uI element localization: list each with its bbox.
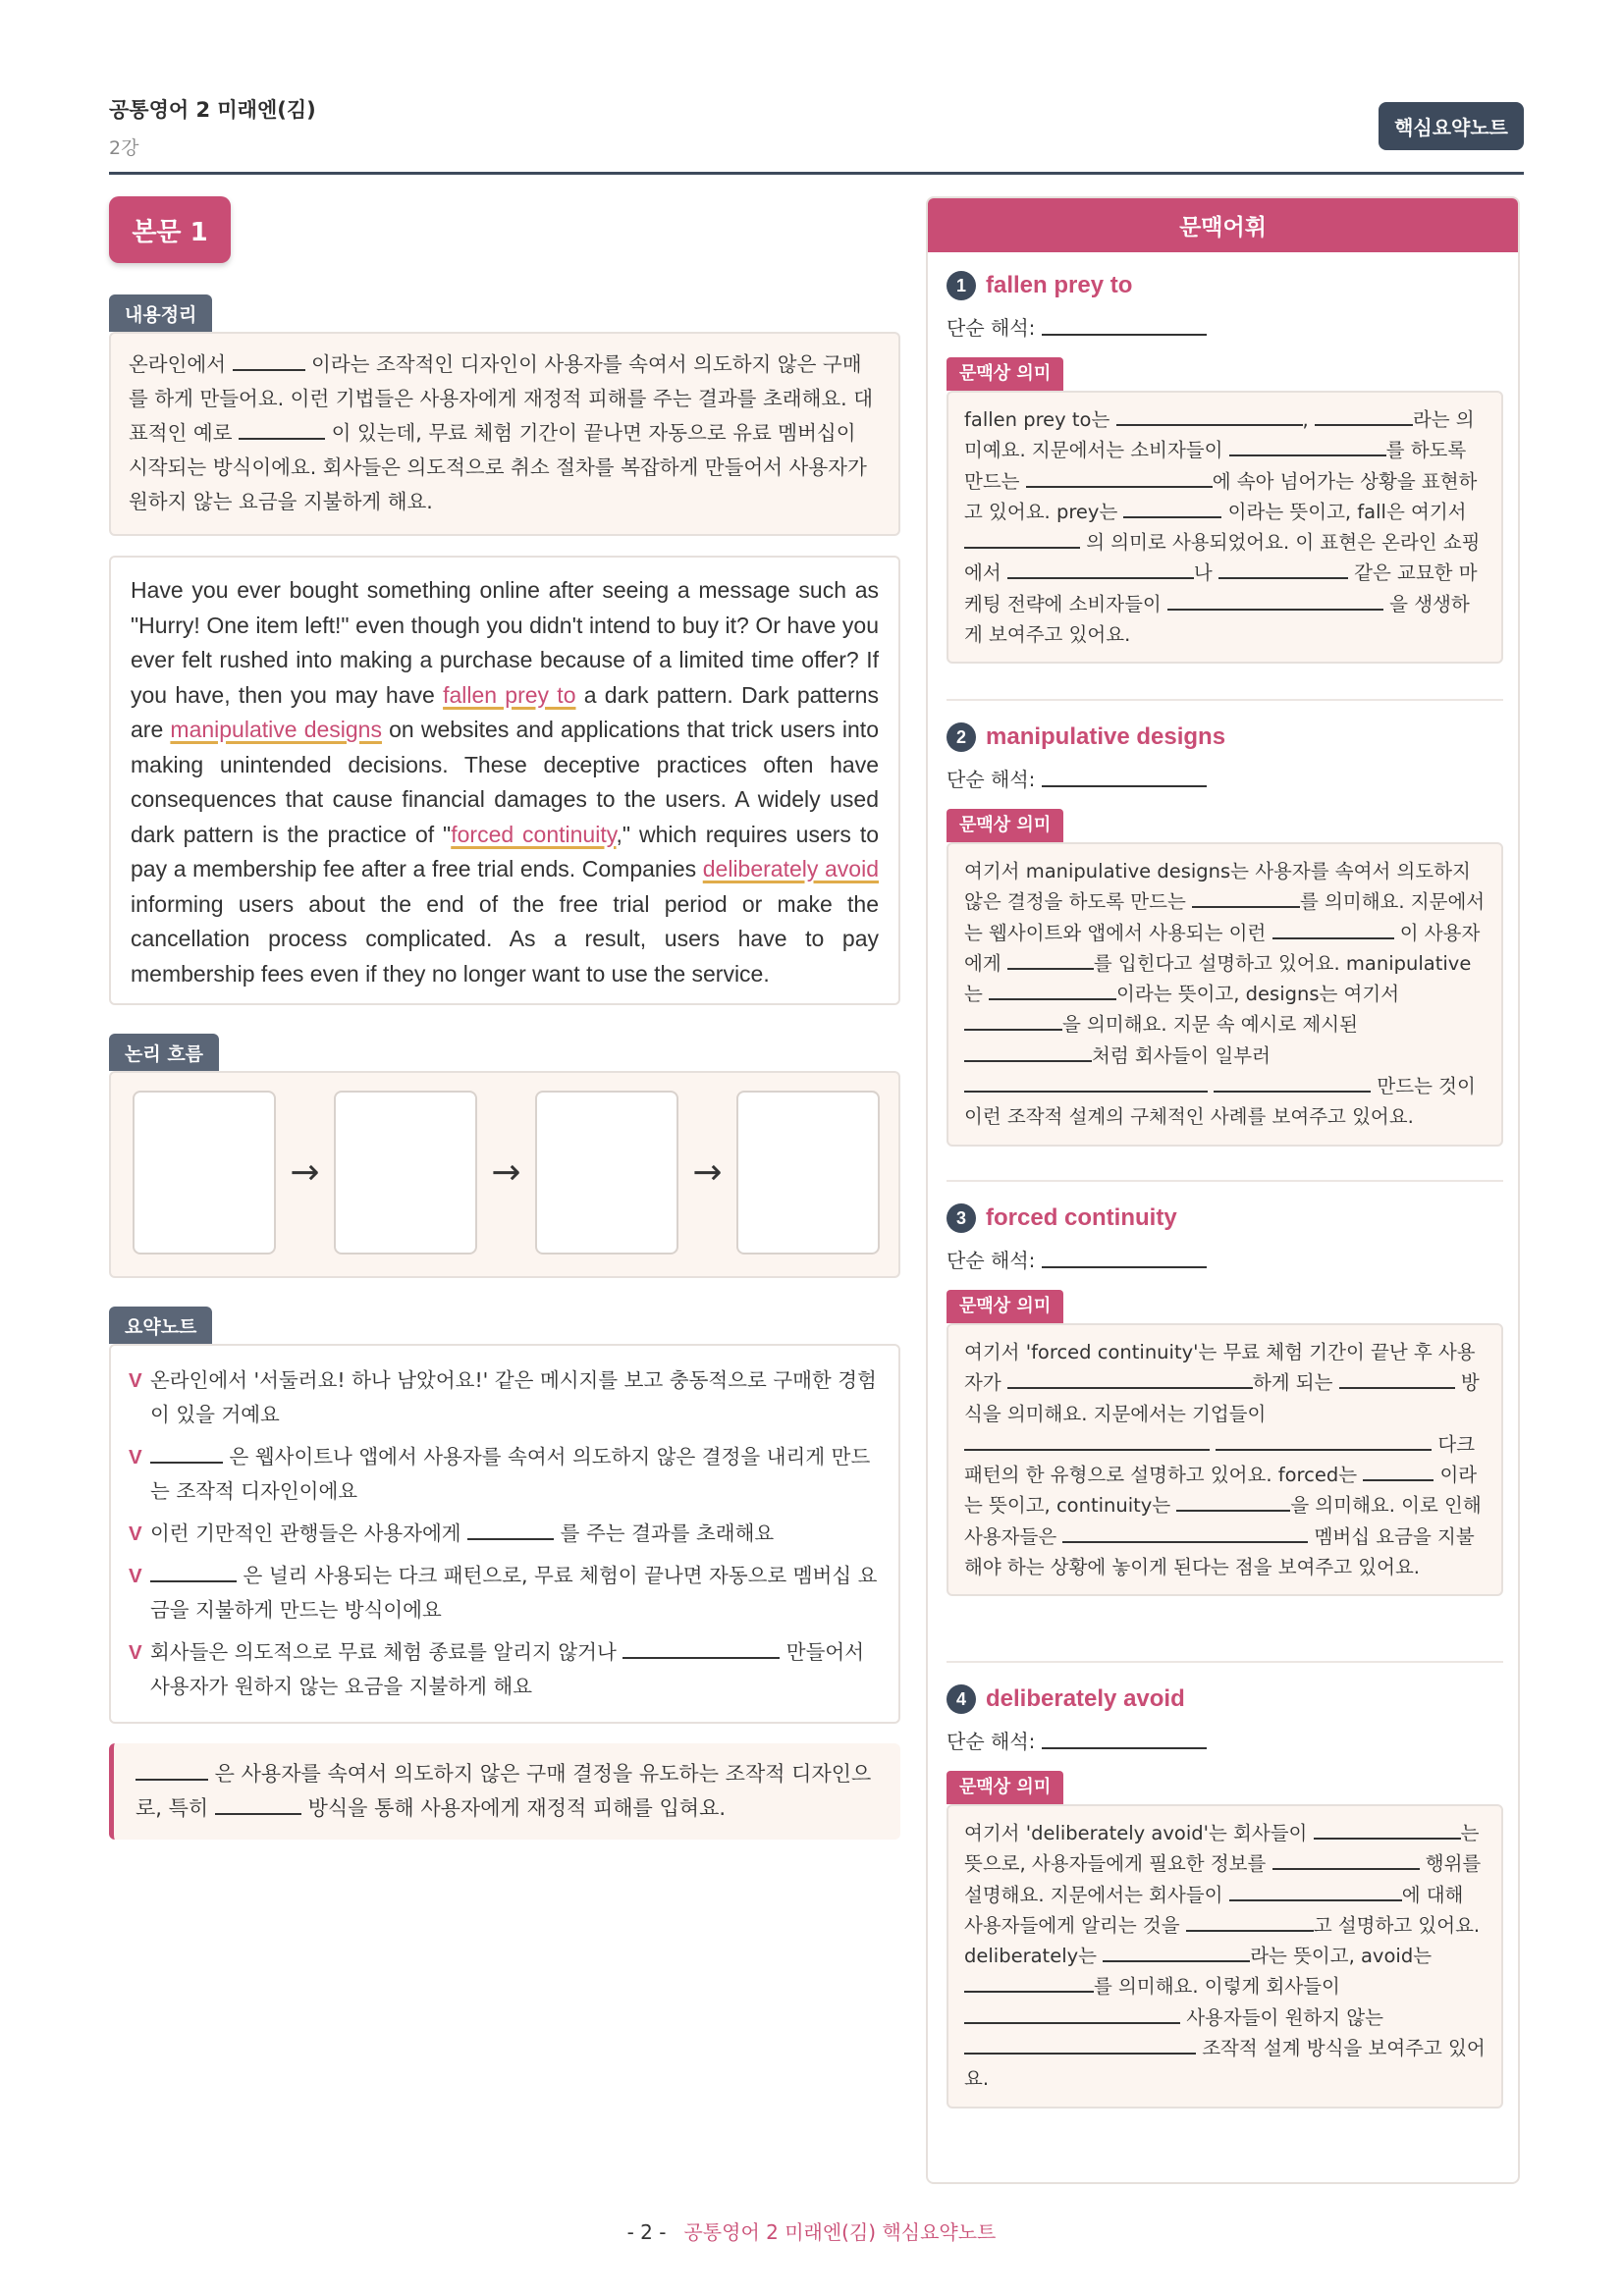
page-header: [109, 94, 1524, 175]
fill-blank[interactable]: [964, 2036, 1196, 2056]
context-meaning-box: fallen prey to는 , 라는 의미예요. 지문에서는 소비자들이 를 하도록 만드는 에 속아 넘어가는 상황을 표현하고 있어요. prey는 이라는 뜻이고, fall은 여기서 의 의미로 사용되었어요. 이 표현은 온라인 쇼핑에서 나 같은 교묘한 마케팅 전략에 소비자들이 을 생생하게 보여주고 있어요.: [947, 391, 1503, 664]
vocab-item-3: 3 forced continuity 단순 해석: 문맥상 의미 여기서 'forced continuity'는 무료 체험 기간이 끝난 후 사용자가 하게 되는 방식을 의미해요. 지문에서는 기업들이 다크 패턴의 한 유형으로 설명하고 있어요. forced는 이라는 뜻이고, continuity는 을 의미해요. 이로 인해 사용자들은 멤버십 요금을 지불해야 하는 상황에 놓이게 된다는 점을 보여주고 있어요.: [947, 1201, 1503, 1596]
list-item: V 이런 기만적인 관행들은 사용자에게 를 주는 결과를 초래해요: [129, 1517, 881, 1551]
fill-blank[interactable]: [1229, 438, 1386, 457]
vocab-word: fallen prey to: [986, 272, 1133, 298]
note-type-badge: 핵심요약노트: [1379, 102, 1524, 150]
passage-text: Have you ever bought something online after seeing a message such as "Hurry! One item left!" even though you didn't intend to buy it? Or have you ever felt rushed into making a purchase because of a limited time offer? If you have, then you may have fallen prey to a dark pattern. Dark patterns are manipulative designs on websites and applications that trick users into making unintended decisions. These deceptive practices often have consequences that cause financial damages to the users. A widely used dark pattern is the practice of "forced continuity," which requires users to pay a membership fee after a free trial ends. Companies deliberately avoid informing users about the end of the free trial period or make the cancellation process complicated. As a result, users have to pay membership fees even if they no longer want to use the service.: [131, 577, 880, 987]
fill-blank[interactable]: [1042, 768, 1207, 787]
fill-blank[interactable]: [1116, 407, 1303, 427]
content-summary-label: 내용정리: [109, 294, 212, 332]
fill-blank[interactable]: [1007, 950, 1094, 970]
logic-flow-box: [109, 1071, 900, 1278]
fill-blank[interactable]: [1007, 1370, 1253, 1390]
page-footer: [0, 2216, 1623, 2245]
vocab-panel-title: 문맥어휘: [928, 198, 1518, 252]
flow-step-1[interactable]: [133, 1091, 276, 1255]
vocab-item-4: 4 deliberately avoid 단순 해석: 문맥상 의미 여기서 'deliberately avoid'는 회사들이 는 뜻으로, 사용자들에게 필요한 정보를 행위를 설명해요. 지문에서는 회사들이 에 대해 사용자들에게 알리는 것을 고 설명하고 있어요. deliberately는 라는 뜻이고, avoid는 를 의미해요. 이렇게 회사들이 사용자들이 원하지 않는 조작적 설계 방식을 보여주고 있어요.: [947, 1682, 1503, 2109]
context-meaning-box: 여기서 'deliberately avoid'는 회사들이 는 뜻으로, 사용자들에게 필요한 정보를 행위를 설명해요. 지문에서는 회사들이 에 대해 사용자들에게 알리는 것을 고 설명하고 있어요. deliberately는 라는 뜻이고, avoid는 를 의미해요. 이렇게 회사들이 사용자들이 원하지 않는 조작적 설계 방식을 보여주고 있어요.: [947, 1804, 1503, 2109]
fill-blank[interactable]: [964, 1042, 1092, 1062]
final-summary-box: 은 사용자를 속여서 의도하지 않은 구매 결정을 유도하는 조작적 디자인으로, 특히 방식을 통해 사용자에게 재정적 피해를 입혀요.: [109, 1743, 900, 1840]
fill-blank[interactable]: [467, 1521, 554, 1541]
fill-blank[interactable]: [1192, 889, 1300, 909]
fill-blank[interactable]: [1218, 561, 1348, 580]
list-item: V 은 널리 사용되는 다크 패턴으로, 무료 체험이 끝나면 자동으로 멤버십 요금을 지불하게 만드는 방식이에요: [129, 1559, 881, 1628]
fill-blank[interactable]: [964, 1074, 1208, 1094]
context-meaning-label: 문맥상 의미: [947, 1290, 1063, 1323]
context-meaning-box: 여기서 'forced continuity'는 무료 체험 기간이 끝난 후 사용자가 하게 되는 방식을 의미해요. 지문에서는 기업들이 다크 패턴의 한 유형으로 설명하고 있어요. forced는 이라는 뜻이고, continuity는 을 의미해요. 이로 인해 사용자들은 멤버십 요금을 지불해야 하는 상황에 놓이게 된다는 점을 보여주고 있어요.: [947, 1323, 1503, 1596]
divider: [947, 699, 1503, 701]
list-item: V 은 웹사이트나 앱에서 사용자를 속여서 의도하지 않은 결정을 내리게 만드는 조작적 디자인이에요: [129, 1440, 881, 1509]
flow-step-3[interactable]: [535, 1091, 678, 1255]
fill-blank[interactable]: [1339, 1370, 1455, 1390]
logic-flow-label: 논리 흐름: [109, 1034, 219, 1071]
vocab-item-2: 2 manipulative designs 단순 해석: 문맥상 의미 여기서 manipulative designs는 사용자를 속여서 의도하지 않은 결정을 하도록 만드는 를 의미해요. 지문에서는 웹사이트와 앱에서 사용되는 이런 이 사용자에게 를 입힌다고 설명하고 있어요. manipulative는 이라는 뜻이고, designs는 여기서 을 의미해요. 지문 속 예시로 제시된 처럼 회사들이 일부러 만드는 것이 이런 조작적 설계의 구체적인 사례를 보여주고 있어요.: [947, 721, 1503, 1147]
highlight-fallen-prey-to[interactable]: fallen prey to: [443, 681, 576, 708]
arrow-icon: →: [692, 1152, 723, 1193]
highlight-forced-continuity[interactable]: forced continuity: [451, 821, 617, 847]
highlight-deliberately-avoid[interactable]: deliberately avoid: [702, 856, 879, 881]
fill-blank[interactable]: [964, 1012, 1062, 1032]
fill-blank[interactable]: [1186, 1912, 1314, 1932]
list-item: V 회사들은 의도적으로 무료 체험 종료를 알리지 않거나 만들어서 사용자가 원하지 않는 요금을 지불하게 해요: [129, 1635, 881, 1704]
fill-blank[interactable]: [1042, 1730, 1207, 1749]
fill-blank[interactable]: [1363, 1463, 1434, 1482]
number-badge: 1: [947, 271, 976, 300]
vocab-item-1: 1 fallen prey to 단순 해석: 문맥상 의미 fallen prey to는 , 라는 의미예요. 지문에서는 소비자들이 를 하도록 만드는 에 속아 넘어가는 상황을 표현하고 있어요. prey는 이라는 뜻이고, fall은 여기서 의 의미로 사용되었어요. 이 표현은 온라인 쇼핑에서 나 같은 교묘한 마케팅 전략에 소비자들이 을 생생하게 보여주고 있어요.: [947, 269, 1503, 664]
summary-notes-label: 요약노트: [109, 1307, 212, 1344]
divider: [947, 1180, 1503, 1182]
fill-blank[interactable]: [1272, 920, 1394, 939]
fill-blank[interactable]: [1123, 499, 1221, 518]
fill-blank[interactable]: [1042, 1249, 1207, 1268]
fill-blank[interactable]: [233, 351, 305, 372]
lesson-label: 2강: [109, 137, 139, 159]
fill-blank[interactable]: [964, 2004, 1180, 2024]
fill-blank[interactable]: [215, 1794, 301, 1815]
check-mark-icon: V: [129, 1446, 142, 1468]
fill-blank[interactable]: [964, 530, 1080, 550]
flow-step-2[interactable]: [334, 1091, 477, 1255]
fill-blank[interactable]: [150, 1444, 223, 1465]
content-summary-box: 온라인에서 이라는 조작적인 디자인이 사용자를 속여서 의도하지 않은 구매를 하게 만들어요. 이런 기법들은 사용자에게 재정적 피해를 주는 결과를 초래해요. 대표적인 예로 이 있는데, 무료 체험 기간이 끝나면 자동으로 유료 멤버십이 시작되는 방식이에요. 회사들은 의도적으로 취소 절차를 복잡하게 만들어서 사용자가 원하지 않는 요금을 지불하게 해요.: [109, 332, 900, 536]
fill-blank[interactable]: [1167, 591, 1383, 611]
vocab-panel: [926, 196, 1520, 2184]
fill-blank[interactable]: [1176, 1493, 1290, 1513]
context-meaning-box: 여기서 manipulative designs는 사용자를 속여서 의도하지 않은 결정을 하도록 만드는 를 의미해요. 지문에서는 웹사이트와 앱에서 사용되는 이런 이 사용자에게 를 입힌다고 설명하고 있어요. manipulative는 이라는 뜻이고, designs는 여기서 을 의미해요. 지문 속 예시로 제시된 처럼 회사들이 일부러 만드는 것이 이런 조작적 설계의 구체적인 사례를 보여주고 있어요.: [947, 842, 1503, 1147]
check-mark-icon: V: [129, 1369, 142, 1392]
fill-blank[interactable]: [1042, 316, 1207, 336]
divider: [947, 1661, 1503, 1663]
fill-blank[interactable]: [1062, 1523, 1308, 1543]
context-meaning-label: 문맥상 의미: [947, 809, 1063, 842]
check-mark-icon: V: [129, 1522, 142, 1545]
fill-blank[interactable]: [1007, 561, 1194, 580]
highlight-manipulative-designs[interactable]: manipulative designs: [170, 717, 382, 742]
page-number: - 2 -: [626, 2220, 667, 2244]
fill-blank[interactable]: [150, 1563, 237, 1583]
arrow-icon: →: [290, 1152, 320, 1193]
number-badge: 4: [947, 1684, 976, 1714]
fill-blank[interactable]: [1216, 1431, 1432, 1451]
fill-blank[interactable]: [1103, 1944, 1250, 1963]
number-badge: 3: [947, 1203, 976, 1233]
vocab-word: manipulative designs: [986, 723, 1226, 750]
number-badge: 2: [947, 722, 976, 752]
fill-blank[interactable]: [1026, 468, 1213, 488]
passage-box: [109, 556, 900, 1005]
fill-blank[interactable]: [622, 1639, 780, 1660]
fill-blank[interactable]: [239, 420, 325, 441]
book-title: 공통영어 2 미래엔(김): [109, 98, 316, 122]
section-tag: 본문 1: [109, 196, 231, 263]
context-meaning-label: 문맥상 의미: [947, 357, 1063, 391]
fill-blank[interactable]: [989, 982, 1116, 1001]
fill-blank[interactable]: [964, 1431, 1210, 1451]
check-mark-icon: V: [129, 1641, 142, 1664]
context-meaning-label: 문맥상 의미: [947, 1771, 1063, 1804]
list-item: V 온라인에서 '서둘러요! 하나 남았어요!' 같은 메시지를 보고 충동적으로 구매한 경험이 있을 거예요: [129, 1363, 881, 1432]
vocab-word: deliberately avoid: [986, 1685, 1185, 1712]
fill-blank[interactable]: [1314, 1821, 1461, 1841]
fill-blank[interactable]: [135, 1760, 208, 1781]
flow-step-4[interactable]: [736, 1091, 880, 1255]
fill-blank[interactable]: [1214, 1074, 1371, 1094]
vocab-word: forced continuity: [986, 1204, 1177, 1231]
arrow-icon: →: [491, 1152, 521, 1193]
fill-blank[interactable]: [1315, 407, 1413, 427]
check-mark-icon: V: [129, 1565, 142, 1587]
fill-blank[interactable]: [1272, 1851, 1420, 1871]
fill-blank[interactable]: [1229, 1882, 1402, 1901]
summary-notes-box: [109, 1344, 900, 1724]
fill-blank[interactable]: [964, 1974, 1094, 1994]
footer-title: 공통영어 2 미래엔(김) 핵심요약노트: [683, 2220, 997, 2244]
